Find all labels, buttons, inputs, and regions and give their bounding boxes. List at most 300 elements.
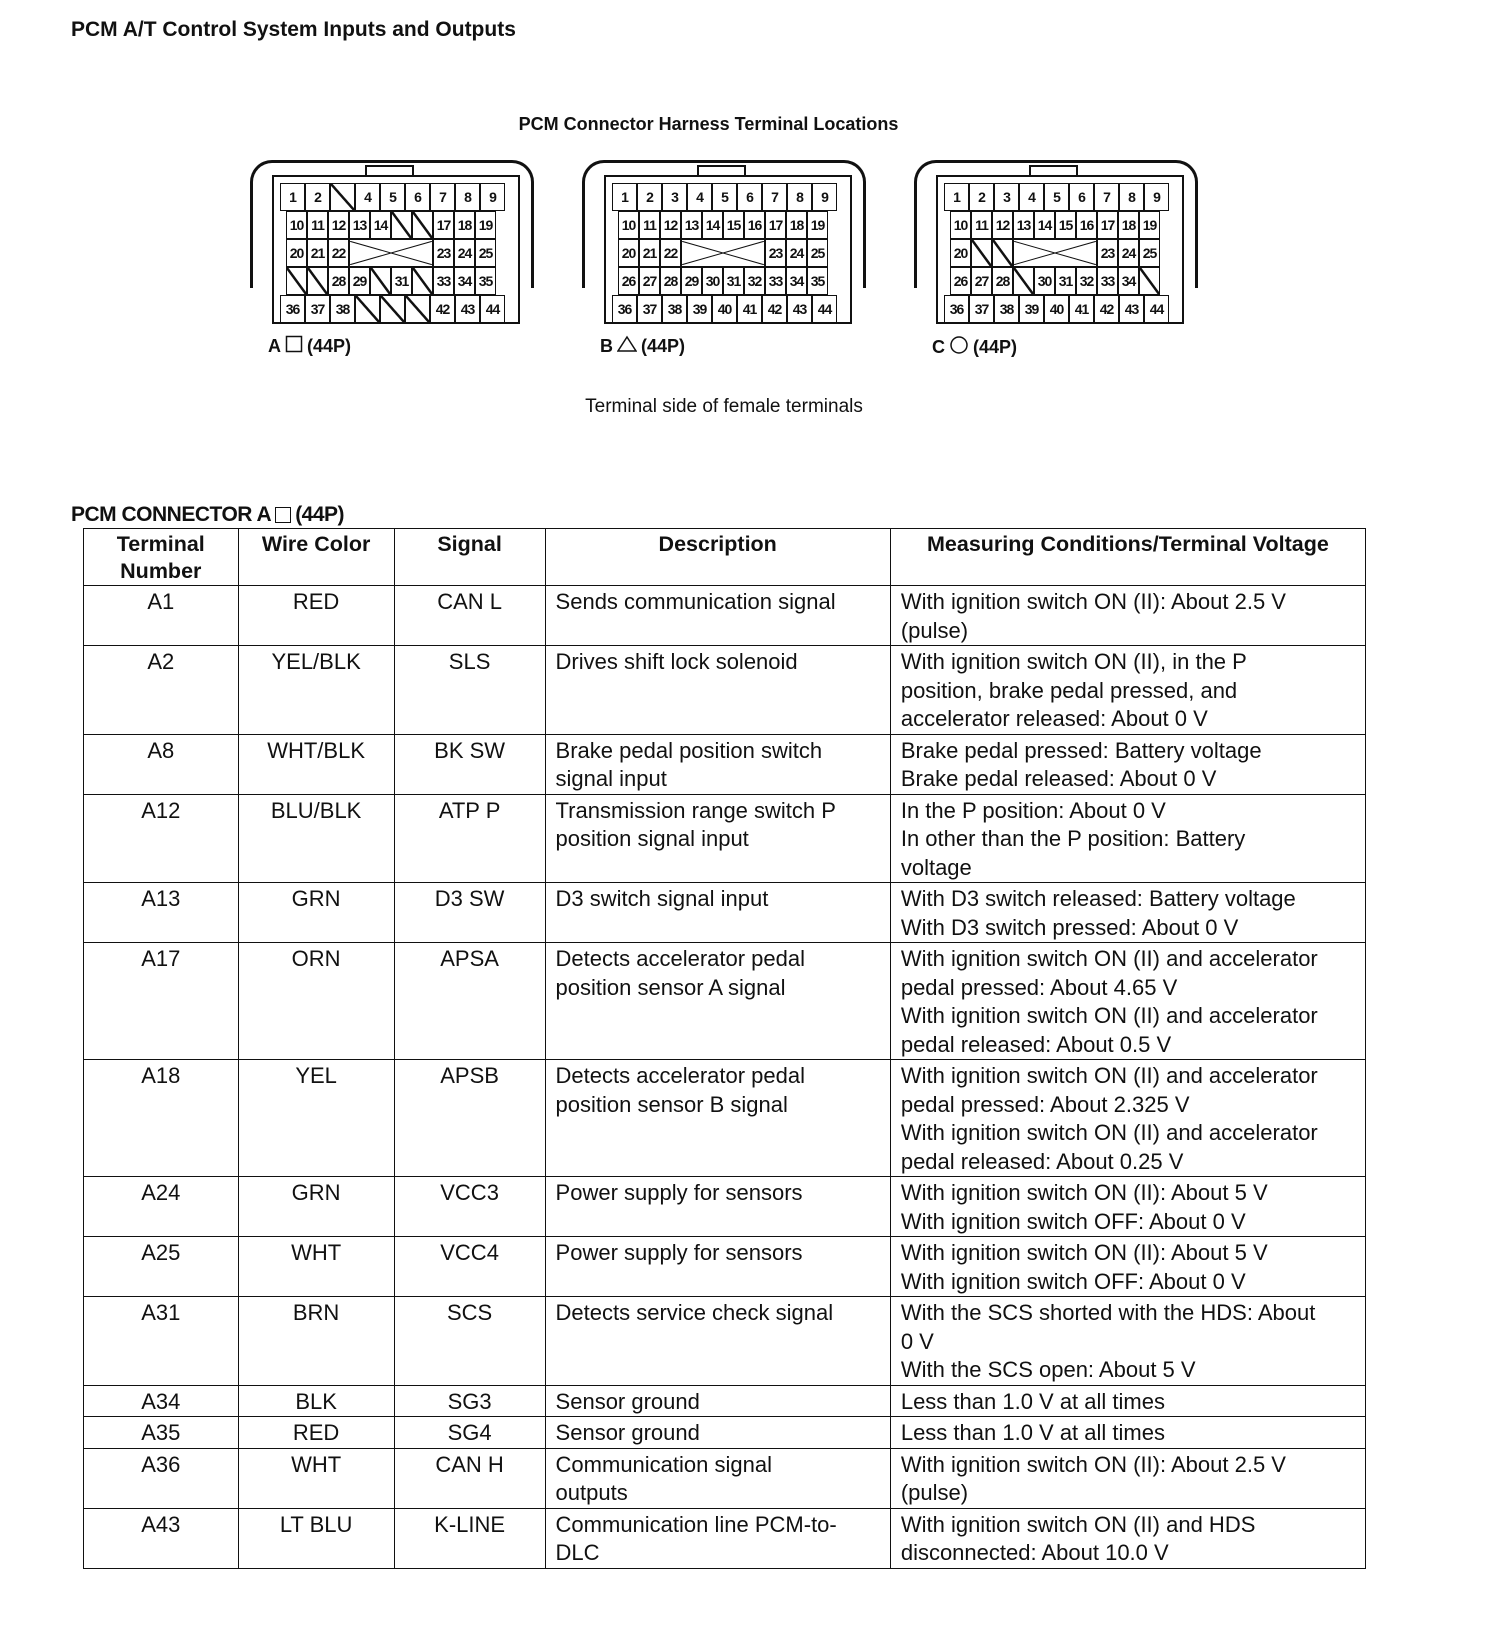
terminal-number: 2 [978,189,985,205]
connector-label [932,335,1017,360]
connector-c [914,160,1194,357]
cell-description: Detects accelerator pedal position sensor B signal [545,1060,890,1177]
terminal-cavity [1055,211,1076,239]
cell-wire-color: RED [238,586,394,646]
terminal-cavity [1094,295,1119,323]
cell-description: D3 switch signal input [545,883,890,943]
terminal-cavity [480,183,505,211]
terminal-number: 25 [1142,245,1157,261]
cell-signal: SCS [394,1297,545,1386]
terminal-number: 3 [671,189,678,205]
terminal-cavity [1118,239,1139,267]
cell-description: Power supply for sensors [545,1237,890,1297]
cell-measuring-conditions: With D3 switch released: Battery voltage With D3 switch pressed: About 0 V [890,883,1365,943]
terminal-number: 14 [705,217,720,233]
terminal-number: 40 [1049,301,1064,317]
terminal-cavity [687,295,712,323]
terminal-cavity [1118,211,1139,239]
terminal-grid [272,175,520,324]
terminal-cavity [1094,183,1119,211]
cell-terminal-number: A35 [84,1417,239,1449]
unused-cavity [971,239,992,267]
terminal-number: 9 [1153,189,1160,205]
terminal-cavity [660,239,681,267]
terminal-cavity [681,267,702,295]
terminal-cavity [660,211,681,239]
cell-wire-color: WHT [238,1448,394,1508]
terminal-cavity [744,267,765,295]
terminal-cavity [475,239,496,267]
terminal-number: 11 [975,217,988,233]
terminal-cavity [660,267,681,295]
terminal-number: 12 [663,217,678,233]
cell-signal: SG4 [394,1417,545,1449]
terminal-number: 33 [1100,273,1115,289]
cell-terminal-number: A17 [84,943,239,1060]
terminal-number: 32 [747,273,762,289]
terminal-cavity [1044,183,1069,211]
terminal-cavity [994,295,1019,323]
terminal-number: 26 [621,273,636,289]
terminal-number: 11 [643,217,656,233]
terminal-cavity [950,211,971,239]
cell-terminal-number: A25 [84,1237,239,1297]
terminal-cavity [391,267,412,295]
terminal-cavity [1119,183,1144,211]
terminal-number: 42 [435,301,450,317]
connector-a [250,160,530,356]
terminal-cavity [969,183,994,211]
unused-cavity [412,211,433,239]
terminal-number: 13 [684,217,699,233]
terminal-number: 22 [331,245,346,261]
terminal-number: 33 [768,273,783,289]
terminal-number: 2 [314,189,321,205]
terminal-number: 16 [1079,217,1094,233]
cell-measuring-conditions: With the SCS shorted with the HDS: About 0 V With the SCS open: About 5 V [890,1297,1365,1386]
terminal-cavity [286,211,307,239]
terminal-cavity [944,183,969,211]
terminal-cavity [1119,295,1144,323]
square-symbol-icon [275,507,291,523]
terminal-cavity [1013,211,1034,239]
terminal-cavity [454,239,475,267]
terminal-grid [936,175,1184,324]
terminal-number: 14 [373,217,388,233]
terminal-cavity [969,295,994,323]
terminal-cavity [807,211,828,239]
cell-wire-color: YEL/BLK [238,646,394,735]
blocked-cavity [681,239,765,267]
terminal-number: 3 [1003,189,1010,205]
unused-cavity [412,267,433,295]
terminal-number: 13 [352,217,367,233]
cell-measuring-conditions: With ignition switch ON (II) and accelerator pedal pressed: About 4.65 V With ignition switch ON (II) and accelerator pedal released: About 0.5 V [890,943,1365,1060]
terminal-cavity [1069,183,1094,211]
cell-wire-color: GRN [238,883,394,943]
cell-terminal-number: A36 [84,1448,239,1508]
table-row [84,1417,1366,1449]
header-measuring-conditions: Measuring Conditions/Terminal Voltage [890,529,1365,586]
terminal-cavity [454,211,475,239]
terminal-number: 24 [457,245,472,261]
terminal-number: 20 [289,245,304,261]
terminal-number: 18 [789,217,804,233]
terminal-cavity [480,295,505,323]
terminal-cavity [307,239,328,267]
unused-cavity [380,295,405,323]
terminal-cavity [812,183,837,211]
terminal-number: 5 [389,189,396,205]
terminal-cavity [1097,211,1118,239]
terminal-number: 25 [478,245,493,261]
cell-description: Sends communication signal [545,586,890,646]
unused-cavity [355,295,380,323]
unused-cavity [1013,267,1034,295]
terminal-number: 8 [464,189,471,205]
cell-signal: D3 SW [394,883,545,943]
connector-a-table [83,528,1366,1569]
terminal-cavity [702,211,723,239]
cell-measuring-conditions: With ignition switch ON (II) and accelerator pedal pressed: About 2.325 V With ignition switch ON (II) and accelerator pedal released: About 0.25 V [890,1060,1365,1177]
terminal-cavity [723,211,744,239]
terminal-number: 24 [789,245,804,261]
cell-terminal-number: A31 [84,1297,239,1386]
unused-cavity [330,183,355,211]
cell-terminal-number: A24 [84,1177,239,1237]
terminal-cavity [305,183,330,211]
terminal-cavity [723,267,744,295]
unused-cavity [1139,267,1160,295]
triangle-symbol-icon [617,335,637,358]
terminal-cavity [639,211,660,239]
terminal-cavity [618,239,639,267]
terminal-number: 44 [1149,301,1164,317]
cell-description: Communication signal outputs [545,1448,890,1508]
terminal-number: 38 [335,301,350,317]
terminal-cavity [305,295,330,323]
terminal-number: 9 [821,189,828,205]
terminal-number: 43 [460,301,475,317]
terminal-cavity [765,239,786,267]
square-symbol-icon [285,335,303,358]
terminal-cavity [455,295,480,323]
terminal-number: 9 [489,189,496,205]
cell-measuring-conditions: With ignition switch ON (II): About 5 V With ignition switch OFF: About 0 V [890,1237,1365,1297]
terminal-cavity [1097,267,1118,295]
terminal-cavity [612,183,637,211]
terminal-cavity [280,295,305,323]
terminal-cavity [687,183,712,211]
header-wire-color: Wire Color [238,529,394,586]
terminal-number: 41 [742,301,757,317]
terminal-number: 32 [1079,273,1094,289]
connector-pins: (44P) [973,337,1018,357]
terminal-number: 42 [1099,301,1114,317]
connector-pins: (44P) [641,336,686,356]
terminal-number: 8 [1128,189,1135,205]
terminal-cavity [737,183,762,211]
terminal-cavity [702,267,723,295]
terminal-cavity [712,295,737,323]
terminal-cavity [430,183,455,211]
table-row [84,1177,1366,1237]
cell-signal: APSA [394,943,545,1060]
terminal-number: 8 [796,189,803,205]
cell-signal: BK SW [394,734,545,794]
cell-signal: ATP P [394,794,545,883]
terminal-cavity [1069,295,1094,323]
cell-signal: CAN H [394,1448,545,1508]
terminal-cavity [812,295,837,323]
cell-terminal-number: A12 [84,794,239,883]
table-row [84,734,1366,794]
terminal-cavity [618,211,639,239]
terminal-number: 1 [953,189,960,205]
terminal-cavity [1139,239,1160,267]
terminal-cavity [762,183,787,211]
terminal-cavity [639,239,660,267]
terminal-cavity [992,267,1013,295]
terminal-number: 7 [439,189,446,205]
terminal-cavity [1097,239,1118,267]
terminal-number: 28 [331,273,346,289]
terminal-number: 26 [953,273,968,289]
terminal-number: 34 [1121,273,1136,289]
terminal-cavity [455,183,480,211]
terminal-number: 43 [792,301,807,317]
terminal-cavity [405,183,430,211]
cell-measuring-conditions: With ignition switch ON (II): About 2.5 V (pulse) [890,586,1365,646]
cell-signal: APSB [394,1060,545,1177]
cell-terminal-number: A43 [84,1508,239,1568]
terminal-number: 16 [747,217,762,233]
terminal-number: 40 [717,301,732,317]
terminal-number: 35 [478,273,493,289]
cell-measuring-conditions: With ignition switch ON (II) and HDS disconnected: About 10.0 V [890,1508,1365,1568]
terminal-cavity [330,295,355,323]
table-row [84,646,1366,735]
terminal-cavity [944,295,969,323]
cell-description: Transmission range switch P position signal input [545,794,890,883]
cell-description: Sensor ground [545,1417,890,1449]
cell-signal: CAN L [394,586,545,646]
terminal-cavity [762,295,787,323]
terminal-cavity [433,211,454,239]
terminal-number: 20 [953,245,968,261]
terminal-number: 28 [663,273,678,289]
terminal-number: 19 [478,217,493,233]
cell-signal: VCC3 [394,1177,545,1237]
cell-wire-color: LT BLU [238,1508,394,1568]
terminal-number: 6 [746,189,753,205]
terminal-number: 31 [1058,273,1073,289]
terminal-grid [604,175,852,324]
header-description: Description [545,529,890,586]
terminal-cavity [307,211,328,239]
cell-wire-color: YEL [238,1060,394,1177]
terminal-cavity [1144,183,1169,211]
terminal-cavity [971,267,992,295]
terminal-cavity [637,183,662,211]
cell-terminal-number: A2 [84,646,239,735]
cell-wire-color: GRN [238,1177,394,1237]
terminal-number: 29 [684,273,699,289]
terminal-cavity [433,239,454,267]
terminal-cavity [786,239,807,267]
cell-terminal-number: A8 [84,734,239,794]
cell-measuring-conditions: With ignition switch ON (II): About 2.5 V (pulse) [890,1448,1365,1508]
terminal-number: 36 [617,301,632,317]
terminal-cavity [807,267,828,295]
diagram-title: PCM Connector Harness Terminal Locations [518,114,899,134]
terminal-number: 14 [1037,217,1052,233]
cell-measuring-conditions: Brake pedal pressed: Battery voltage Brake pedal released: About 0 V [890,734,1365,794]
terminal-number: 33 [436,273,451,289]
terminal-cavity [1139,211,1160,239]
cell-wire-color: ORN [238,943,394,1060]
connector-b [582,160,862,356]
terminal-cavity [681,211,702,239]
cell-signal: K-LINE [394,1508,545,1568]
cell-signal: VCC4 [394,1237,545,1297]
terminal-cavity [1044,295,1069,323]
terminal-number: 17 [1100,217,1115,233]
terminal-cavity [1144,295,1169,323]
cell-signal: SG3 [394,1385,545,1417]
terminal-cavity [454,267,475,295]
unused-cavity [992,239,1013,267]
connector-label [268,335,351,358]
terminal-cavity [328,211,349,239]
terminal-number: 18 [457,217,472,233]
cell-terminal-number: A1 [84,586,239,646]
table-row [84,1508,1366,1568]
terminal-number: 30 [1037,273,1052,289]
terminal-number: 39 [692,301,707,317]
cell-description: Brake pedal position switch signal input [545,734,890,794]
terminal-number: 2 [646,189,653,205]
terminal-number: 21 [642,245,657,261]
terminal-number: 4 [696,189,703,205]
connector-label [600,335,685,358]
terminal-cavity [786,211,807,239]
terminal-number: 24 [1121,245,1136,261]
unused-cavity [370,267,391,295]
connector-letter: C [932,337,945,357]
terminal-number: 17 [436,217,451,233]
terminal-number: 31 [394,273,409,289]
terminal-number: 29 [352,273,367,289]
table-row [84,1385,1366,1417]
cell-description: Detects accelerator pedal position sensor A signal [545,943,890,1060]
terminal-cavity [1034,267,1055,295]
terminal-number: 44 [485,301,500,317]
terminal-number: 27 [642,273,657,289]
table-row [84,1237,1366,1297]
cell-wire-color: BLK [238,1385,394,1417]
terminal-cavity [328,239,349,267]
terminal-number: 23 [436,245,451,261]
terminal-cavity [1118,267,1139,295]
terminal-cavity [662,183,687,211]
unused-cavity [307,267,328,295]
terminal-number: 10 [289,217,304,233]
terminal-cavity [618,267,639,295]
terminal-cavity [737,295,762,323]
table-row [84,883,1366,943]
terminal-number: 42 [767,301,782,317]
terminal-number: 20 [621,245,636,261]
terminal-number: 35 [810,273,825,289]
terminal-number: 13 [1016,217,1031,233]
terminal-number: 37 [642,301,657,317]
terminal-number: 41 [1074,301,1089,317]
cell-measuring-conditions: With ignition switch ON (II): About 5 V With ignition switch OFF: About 0 V [890,1177,1365,1237]
cell-wire-color: RED [238,1417,394,1449]
blocked-cavity [1013,239,1097,267]
terminal-number: 22 [663,245,678,261]
terminal-number: 30 [705,273,720,289]
terminal-number: 37 [310,301,325,317]
terminal-cavity [349,267,370,295]
terminal-number: 21 [310,245,325,261]
connector-letter: A [268,336,281,356]
terminal-number: 5 [721,189,728,205]
cell-description: Sensor ground [545,1385,890,1417]
terminal-number: 34 [457,273,472,289]
terminal-cavity [1076,211,1097,239]
page-title: PCM A/T Control System Inputs and Outputs [71,18,516,41]
cell-measuring-conditions: In the P position: About 0 V In other than the P position: Battery voltage [890,794,1365,883]
diagram-note: Terminal side of female terminals [585,396,863,417]
connector-pins: (44P) [307,336,352,356]
terminal-cavity [662,295,687,323]
table-row [84,1060,1366,1177]
table-row [84,794,1366,883]
header-terminal-number: Terminal Number [84,529,239,586]
terminal-cavity [433,267,454,295]
terminal-number: 39 [1024,301,1039,317]
terminal-number: 11 [311,217,324,233]
cell-wire-color: BLU/BLK [238,794,394,883]
terminal-cavity [475,211,496,239]
terminal-cavity [712,183,737,211]
terminal-number: 1 [621,189,628,205]
terminal-number: 7 [1103,189,1110,205]
terminal-cavity [787,295,812,323]
terminal-number: 19 [1142,217,1157,233]
terminal-number: 15 [726,217,741,233]
terminal-cavity [971,211,992,239]
terminal-number: 4 [1028,189,1035,205]
cell-measuring-conditions: Less than 1.0 V at all times [890,1385,1365,1417]
terminal-number: 12 [995,217,1010,233]
terminal-number: 43 [1124,301,1139,317]
cell-terminal-number: A13 [84,883,239,943]
terminal-cavity [994,183,1019,211]
terminal-number: 38 [667,301,682,317]
terminal-number: 34 [789,273,804,289]
terminal-number: 23 [768,245,783,261]
cell-terminal-number: A34 [84,1385,239,1417]
terminal-cavity [1019,183,1044,211]
circle-symbol-icon [949,335,969,360]
terminal-number: 1 [289,189,296,205]
terminal-cavity [280,183,305,211]
cell-description: Power supply for sensors [545,1177,890,1237]
terminal-number: 36 [949,301,964,317]
